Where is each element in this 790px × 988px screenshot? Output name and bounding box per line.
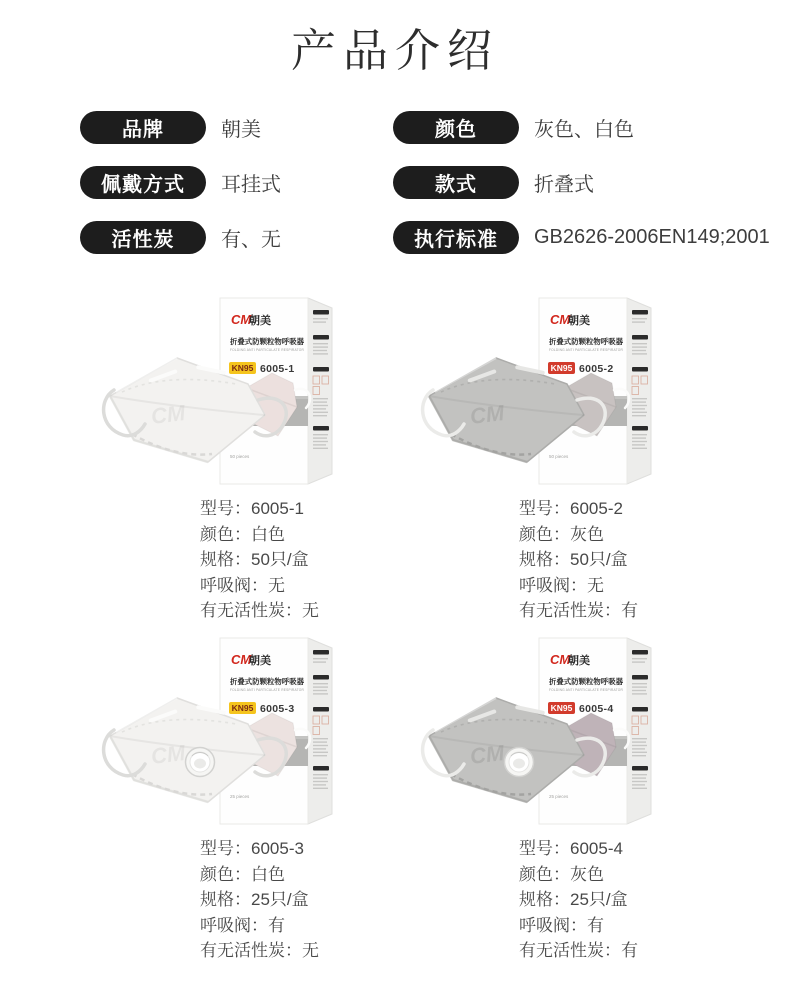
attribute-pill: 品牌: [80, 111, 206, 144]
spec-value: 6005-4: [570, 839, 623, 858]
spec-label: 颜色: [200, 524, 234, 544]
attribute-pill: 款式: [393, 166, 519, 199]
spec-line-model: [519, 496, 715, 522]
spec-value: 6005-3: [251, 839, 304, 858]
spec-line-valve: [200, 573, 396, 599]
spec-value: 50只/盒: [570, 550, 628, 569]
spec-line-carbon: [519, 938, 715, 964]
spec-colon: ：: [553, 550, 570, 569]
spec-label: 有无活性炭: [519, 941, 604, 960]
product-photo-6005-1: [96, 288, 376, 488]
spec-line-model: [200, 836, 396, 862]
attribute-value: 折叠式: [534, 174, 594, 196]
spec-label: 规格: [200, 550, 234, 569]
spec-line-valve: [519, 913, 715, 939]
brand-logo: CM: [231, 312, 252, 327]
page-title: 产品介绍: [290, 25, 499, 76]
attribute-value: 有、无: [221, 229, 281, 251]
model-number: 6005-2: [579, 363, 614, 375]
spec-line-pack: [200, 547, 396, 573]
spec-line-valve: [200, 913, 396, 939]
spec-label: 有无活性炭: [519, 601, 604, 620]
spec-value: 有: [587, 915, 604, 935]
pieces-count: 50 pieces: [230, 454, 250, 459]
spec-colon: ：: [570, 915, 587, 935]
spec-value: 无: [302, 601, 319, 620]
spec-line-color: [200, 862, 396, 888]
product-card-6005-2: [415, 288, 715, 624]
product-name-cn: 折叠式防颗粒物呼吸器: [230, 677, 306, 686]
spec-value: 有: [268, 915, 285, 935]
model-number: 6005-3: [260, 703, 295, 715]
spec-label: 有无活性炭: [200, 941, 285, 960]
spec-label: 颜色: [200, 864, 234, 884]
spec-value: 无: [587, 575, 604, 595]
spec-line-color: [519, 522, 715, 548]
model-number: 6005-1: [260, 363, 295, 375]
spec-colon: ：: [604, 601, 621, 620]
product-name-cn: 折叠式防颗粒物呼吸器: [549, 337, 625, 346]
product-name-en: FOLDING ANTI PARTICULATE RESPIRATOR: [549, 688, 624, 692]
spec-colon: ：: [553, 499, 570, 518]
spec-line-pack: [519, 887, 715, 913]
spec-colon: ：: [234, 499, 251, 518]
product-name-en: FOLDING ANTI PARTICULATE RESPIRATOR: [549, 348, 624, 352]
spec-value: 白色: [251, 864, 285, 884]
spec-label: 型号: [519, 839, 553, 858]
pieces-count: 50 pieces: [549, 454, 569, 459]
spec-colon: ：: [285, 601, 302, 620]
spec-value: 50只/盒: [251, 550, 309, 569]
spec-colon: ：: [553, 524, 570, 544]
brand-logo: CM: [550, 312, 571, 327]
spec-label: 规格: [519, 550, 553, 569]
product-card-6005-1: [96, 288, 396, 624]
spec-value: 有: [621, 601, 638, 620]
attribute-pill: 执行标准: [393, 221, 519, 254]
product-specs: [519, 836, 715, 964]
spec-colon: ：: [251, 575, 268, 595]
spec-label: 呼吸阀: [200, 575, 251, 595]
spec-line-pack: [519, 547, 715, 573]
product-card-6005-4: [415, 628, 715, 964]
spec-value: 灰色: [570, 864, 604, 884]
product-name-cn: 折叠式防颗粒物呼吸器: [549, 677, 625, 686]
product-photo-6005-4: [415, 628, 695, 828]
attribute-value: 耳挂式: [221, 174, 281, 196]
spec-label: 型号: [519, 499, 553, 518]
attribute-row-brand: [80, 111, 261, 144]
product-photo-6005-3: [96, 628, 376, 828]
spec-colon: ：: [553, 864, 570, 884]
spec-label: 型号: [200, 499, 234, 518]
attribute-value: 灰色、白色: [534, 119, 634, 141]
spec-label: 颜色: [519, 524, 553, 544]
spec-colon: ：: [570, 575, 587, 595]
spec-colon: ：: [553, 839, 570, 858]
brand-logo: CM: [550, 652, 571, 667]
spec-value: 有: [621, 941, 638, 960]
spec-value: 白色: [251, 524, 285, 544]
spec-line-model: [519, 836, 715, 862]
spec-label: 规格: [519, 890, 553, 909]
spec-colon: ：: [285, 941, 302, 960]
brand-name: 朝美: [568, 315, 590, 327]
attribute-pill: 活性炭: [80, 221, 206, 254]
product-name-en: FOLDING ANTI PARTICULATE RESPIRATOR: [230, 348, 305, 352]
spec-label: 呼吸阀: [519, 575, 570, 595]
spec-colon: ：: [234, 864, 251, 884]
spec-label: 呼吸阀: [519, 915, 570, 935]
attribute-row-wearing-style: [80, 166, 281, 199]
spec-label: 呼吸阀: [200, 915, 251, 935]
spec-colon: ：: [553, 890, 570, 909]
product-specs: [200, 496, 396, 624]
attribute-row-style: [393, 166, 594, 199]
spec-line-color: [519, 862, 715, 888]
spec-value: 灰色: [570, 524, 604, 544]
spec-value: 25只/盒: [251, 890, 309, 909]
brand-name: 朝美: [249, 655, 271, 667]
attribute-row-activated-carbon: [80, 221, 281, 254]
attribute-row-color: [393, 111, 634, 144]
spec-line-carbon: [519, 598, 715, 624]
spec-colon: ：: [234, 550, 251, 569]
product-specs: [200, 836, 396, 964]
attribute-row-standard: [393, 221, 770, 254]
spec-value: 25只/盒: [570, 890, 628, 909]
spec-label: 规格: [200, 890, 234, 909]
kn95-badge-label: KN95: [231, 703, 254, 713]
attribute-value: 朝美: [221, 119, 261, 141]
product-name-en: FOLDING ANTI PARTICULATE RESPIRATOR: [230, 688, 305, 692]
spec-line-pack: [200, 887, 396, 913]
kn95-badge-label: KN95: [231, 363, 254, 373]
attribute-pill: 佩戴方式: [80, 166, 206, 199]
pieces-count: 25 pieces: [230, 794, 250, 799]
spec-value: 6005-2: [570, 499, 623, 518]
spec-value: 6005-1: [251, 499, 304, 518]
brand-name: 朝美: [249, 315, 271, 327]
spec-label: 颜色: [519, 864, 553, 884]
kn95-badge-label: KN95: [550, 363, 573, 373]
brand-name: 朝美: [568, 655, 590, 667]
spec-colon: ：: [251, 915, 268, 935]
spec-colon: ：: [234, 839, 251, 858]
spec-line-carbon: [200, 938, 396, 964]
product-photo-6005-2: [415, 288, 695, 488]
brand-logo: CM: [231, 652, 252, 667]
spec-label: 型号: [200, 839, 234, 858]
spec-line-valve: [519, 573, 715, 599]
spec-colon: ：: [604, 941, 621, 960]
model-number: 6005-4: [579, 703, 614, 715]
spec-line-color: [200, 522, 396, 548]
spec-colon: ：: [234, 890, 251, 909]
spec-value: 无: [302, 941, 319, 960]
attribute-value: GB2626-2006EN149;2001: [534, 226, 770, 248]
attribute-pill: 颜色: [393, 111, 519, 144]
pieces-count: 25 pieces: [549, 794, 569, 799]
spec-line-carbon: [200, 598, 396, 624]
kn95-badge-label: KN95: [550, 703, 573, 713]
product-specs: [519, 496, 715, 624]
spec-line-model: [200, 496, 396, 522]
spec-colon: ：: [234, 524, 251, 544]
product-card-6005-3: [96, 628, 396, 964]
product-name-cn: 折叠式防颗粒物呼吸器: [230, 337, 306, 346]
spec-label: 有无活性炭: [200, 601, 285, 620]
spec-value: 无: [268, 575, 285, 595]
